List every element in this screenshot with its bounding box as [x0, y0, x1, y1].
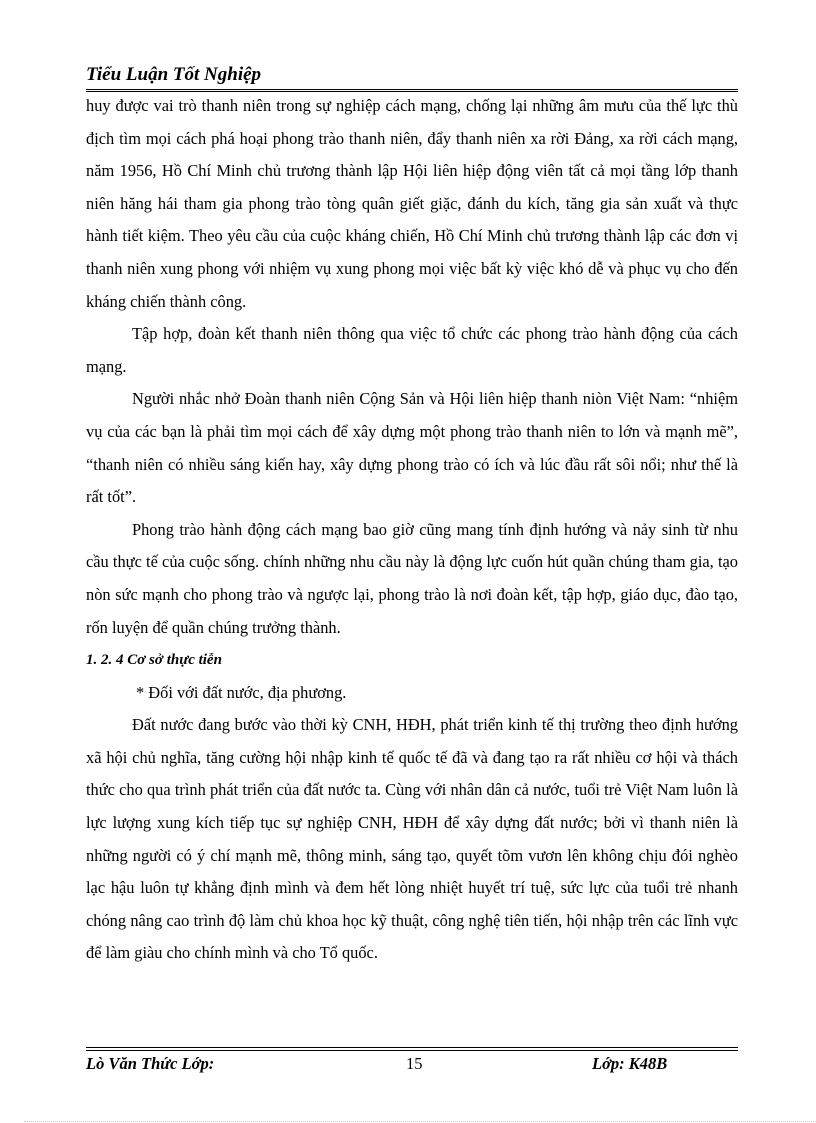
footer-author: Lò Văn Thức Lớp: — [86, 1054, 215, 1073]
footer-rule — [86, 1047, 738, 1048]
page-header-title: Tiểu Luận Tốt Nghiệp — [86, 64, 262, 85]
bullet-heading: * Đối với đất nước, địa phương. — [136, 682, 347, 702]
paragraph: Người nhắc nhở Đoàn thanh niên Cộng Sản và Hội liên hiệp thanh niòn Việt Nam: “nhiệm vụ của các bạn là phải tìm mọi cách để xây dựng một phong trào thanh niên to lớn và mạnh mẽ”, “thanh niên có nhiều sáng kiến hay, xây dựng phong trào có ích và lúc đầu rất sôi nổi; như thế là rất tốt”. — [86, 389, 738, 507]
page-edge — [24, 1121, 816, 1122]
document-body — [86, 90, 738, 970]
paragraph: Phong trào hành động cách mạng bao giờ cũng mang tính định hướng và nảy sinh từ nhu cầu thực tế của cuộc sống. chính những nhu cầu này là động lực cuốn hút quần chúng tham gia, tạo nòn sức mạnh cho phong trào và ngược lại, phong trào là nơi đoàn kết, tập hợp, giáo dục, đào tạo, rốn luyện để quần chúng trưởng thành. — [86, 519, 738, 637]
paragraph: Đất nước đang bước vào thời kỳ CNH, HĐH, phát triển kinh tế thị trường theo định hướng xã hội chủ nghĩa, tăng cường hội nhập kinh tế quốc tế đã và đang tạo ra rất nhiều cơ hội và thách thức cho qua trình phát triển của đất nước ta. Cùng với nhân dân cả nước, tuổi trẻ Việt Nam luôn là lực lượng xung kích tiếp tục sự nghiệp CNH, HĐH để xây dựng đất nước; bởi vì thanh niên là những người có ý chí mạnh mẽ, thông minh, sáng tạo, quyết tõm vươn lên không chịu đói nghèo lạc hậu luôn tự khẳng định mình và đem hết lòng nhiệt huyết trí tuệ, sức lực của tuổi trẻ nhanh chóng nâng cao trình độ làm chủ khoa học kỹ thuật, công nghệ tiên tiến, hội nhập trên các lĩnh vực để làm giàu cho chính mình và cho Tổ quốc. — [86, 715, 738, 963]
footer-class: Lớp: K48B — [592, 1054, 668, 1073]
paragraph: Tập hợp, đoàn kết thanh niên thông qua việc tổ chức các phong trào hành động của cách mạng. — [86, 324, 738, 376]
paragraph-continuation: huy được vai trò thanh niên trong sự nghiệp cách mạng, chống lại những âm mưu của thế lực thù địch tìm mọi cách phá hoại phong trào thanh niên, đẩy thanh niên xa rời Đảng, xa rời cách mạng, năm 1956, Hồ Chí Minh chủ trương thành lập Hội liên hiệp động viên tất cả mọi tầng lớp thanh niên hăng hái tham gia phong trào tòng quân giết giặc, đánh du kích, tăng gia sản xuất và thực hành tiết kiệm. Theo yêu cầu của cuộc kháng chiến, Hồ Chí Minh chủ trương thành lập các đơn vị thanh niên xung phong với nhiệm vụ xung phong mọi việc bất kỳ việc khó dễ và phục vụ cho đến kháng chiến thành công. — [86, 96, 738, 311]
subsection-heading: 1. 2. 4 Cơ sở thực tiễn — [86, 652, 222, 669]
page-number: 15 — [406, 1054, 423, 1073]
footer-rule-double — [86, 1050, 738, 1051]
